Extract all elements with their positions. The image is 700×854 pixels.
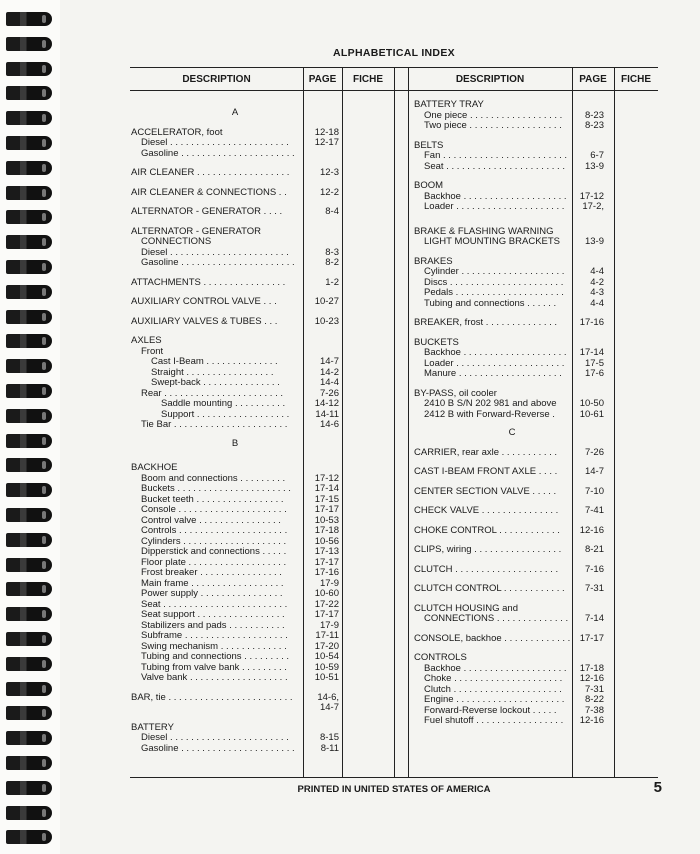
binding-ring [6, 582, 52, 596]
entry-page: 14-7 [584, 466, 604, 477]
entry-description: ALTERNATOR - GENERATOR . . . . [131, 206, 283, 217]
binding-ring [6, 136, 52, 150]
entry-page: 17-22 [314, 598, 339, 610]
entry-description: Tie Bar . . . . . . . . . . . . . . . . . . . . . . [141, 419, 288, 430]
entry-page: 10-59 [314, 661, 339, 673]
binding-ring [6, 161, 52, 175]
entry-description: CONTROLS [414, 652, 467, 663]
entry-description: Console . . . . . . . . . . . . . . . . . . . . . [141, 504, 287, 515]
divider-line [342, 68, 343, 778]
binding-ring [6, 483, 52, 497]
entry-page: 17-18 [579, 662, 604, 674]
entry-page: 7-41 [584, 505, 604, 516]
entry-page: 12-2 [319, 186, 339, 198]
entry-description: Gasoline . . . . . . . . . . . . . . . . . . . . . . [141, 147, 295, 159]
binding-ring [6, 12, 52, 26]
entry-description: BELTS [414, 139, 444, 151]
index-table [130, 67, 658, 778]
divider-line [614, 68, 615, 778]
entry-description: Cylinder . . . . . . . . . . . . . . . . . . . . [424, 266, 565, 277]
index-entry [131, 744, 339, 755]
index-entry [131, 336, 339, 347]
entry-description: AIR CLEANER . . . . . . . . . . . . . . . . . . [131, 167, 290, 178]
entry-description: Subframe . . . . . . . . . . . . . . . . . . . . [141, 630, 288, 641]
entry-page: 17-11 [315, 630, 339, 641]
entry-description: Clutch . . . . . . . . . . . . . . . . . . . . . [424, 683, 562, 695]
index-entry [131, 278, 339, 289]
binding-ring [6, 632, 52, 646]
index-entry [131, 149, 339, 160]
entry-description: Tubing and connections . . . . . . . . . [141, 651, 290, 662]
binding-ring [6, 359, 52, 373]
header-description: DESCRIPTION [182, 74, 251, 85]
entry-description: Fan . . . . . . . . . . . . . . . . . . . . . . . . [424, 150, 568, 161]
entry-page: 8-15 [319, 732, 339, 743]
binding-ring [6, 285, 52, 299]
index-entry [131, 652, 339, 663]
entry-description: AIR CLEANER & CONNECTIONS . . [131, 186, 287, 198]
entry-page: 12-16 [579, 715, 604, 726]
entry-page: 8-21 [584, 544, 604, 555]
entry-page: 17-16 [314, 567, 339, 578]
entry-page: 13-9 [584, 236, 604, 247]
index-entry [131, 297, 339, 308]
index-entry [131, 547, 339, 558]
entry-description: CLUTCH . . . . . . . . . . . . . . . . . . . . [414, 563, 559, 575]
index-entry [131, 693, 339, 704]
entry-description: AXLES [131, 335, 162, 346]
entry-description: Two piece . . . . . . . . . . . . . . . . . . [424, 120, 562, 131]
binding-ring [6, 434, 52, 448]
entry-description: Cast I-Beam . . . . . . . . . . . . . . [151, 356, 278, 367]
entry-page: 10-50 [579, 398, 604, 409]
divider-line [394, 68, 395, 778]
entry-description: ATTACHMENTS . . . . . . . . . . . . . . . . [131, 276, 286, 288]
entry-page: 7-26 [319, 387, 339, 399]
entry-description: Manure . . . . . . . . . . . . . . . . . . . . [424, 368, 562, 379]
index-entry [414, 410, 610, 421]
entry-page: 10-61 [579, 408, 604, 420]
entry-page: 8-23 [584, 120, 604, 131]
entry-page: 10-60 [314, 588, 339, 599]
entry-description: Discs . . . . . . . . . . . . . . . . . . . . . . [424, 276, 564, 288]
entry-page: 17-6 [584, 368, 604, 379]
index-entry [414, 348, 610, 359]
entry-page: 17-18 [314, 525, 339, 536]
entry-page: 10-54 [314, 651, 339, 662]
index-entry [414, 716, 610, 727]
binding-ring [6, 62, 52, 76]
entry-page: 4-4 [590, 266, 604, 277]
entry-page: 10-27 [314, 296, 339, 307]
index-entry [414, 614, 610, 625]
index-entry [414, 121, 610, 132]
binding-ring [6, 706, 52, 720]
index-entry [414, 545, 610, 556]
entry-page: 17-14 [579, 347, 604, 358]
index-entry [131, 733, 339, 744]
spacer [131, 327, 339, 336]
entry-description: Seat support . . . . . . . . . . . . . . . . . [141, 609, 285, 620]
binding-ring [6, 607, 52, 621]
entry-description: AUXILIARY VALVES & TUBES . . . [131, 315, 278, 327]
header-description-right: DESCRIPTION [455, 74, 525, 85]
index-entry [131, 568, 339, 579]
section-letter: C [508, 427, 516, 438]
entry-page: 7-14 [584, 613, 604, 624]
index-entry [131, 526, 339, 537]
entry-description: CONNECTIONS . . . . . . . . . . . . . . [424, 613, 569, 624]
entry-description: Seat . . . . . . . . . . . . . . . . . . . . . . . [424, 160, 565, 172]
entry-description: CAST I-BEAM FRONT AXLE . . . . [414, 466, 558, 477]
entry-page: 17-17 [314, 556, 339, 568]
binding-ring [6, 334, 52, 348]
entry-page: 12-17 [314, 137, 339, 148]
index-entry [414, 674, 610, 685]
entry-page: 17-20 [314, 640, 339, 652]
entry-description: LIGHT MOUNTING BRACKETS [424, 236, 561, 247]
binding-ring [6, 806, 52, 820]
index-entry [414, 487, 610, 498]
entry-description: CONSOLE, backhoe . . . . . . . . . . . . . [414, 632, 571, 644]
index-entry [131, 258, 339, 269]
binding-ring [6, 384, 52, 398]
entry-page: 10-51 [314, 672, 339, 683]
entry-page: 17-16 [579, 317, 604, 328]
spacer [414, 132, 610, 141]
header-page: PAGE [308, 74, 337, 85]
entry-page: 14-2 [319, 366, 339, 378]
entry-page: 8-23 [584, 109, 604, 121]
entry-description: AUXILIARY CONTROL VALVE . . . [131, 296, 277, 307]
entry-page: 12-16 [579, 524, 604, 536]
index-entry [131, 138, 339, 149]
binding-ring [6, 86, 52, 100]
header-fiche-right: FICHE [621, 74, 651, 85]
entry-description: ACCELERATOR, foot [131, 126, 223, 138]
binding-ring [6, 37, 52, 51]
entry-description: Tubing and connections . . . . . . [424, 297, 557, 309]
entry-description: Floor plate . . . . . . . . . . . . . . . . . . . [141, 556, 287, 568]
index-entry [131, 484, 339, 495]
entry-page: 17-5 [584, 357, 604, 369]
header-page-right: PAGE [579, 74, 607, 85]
page-number: 5 [653, 779, 662, 796]
entry-description: Diesel . . . . . . . . . . . . . . . . . . . . . . . [141, 732, 289, 743]
binding-ring [6, 533, 52, 547]
index-entry [414, 288, 610, 299]
entry-page: 1-2 [325, 276, 339, 288]
entry-page: 13-9 [584, 160, 604, 172]
entry-page: 7-38 [584, 704, 604, 716]
binding-ring [6, 260, 52, 274]
index-entry [131, 610, 339, 621]
entry-page: 12-16 [579, 673, 604, 684]
spiral-binding [0, 0, 60, 854]
index-entry [414, 318, 610, 329]
entry-description: Buckets . . . . . . . . . . . . . . . . . . . . . . [141, 483, 291, 494]
right-index-column [414, 100, 610, 727]
entry-description: Cylinders . . . . . . . . . . . . . . . . . . . . [141, 535, 287, 547]
entry-page: 14-12 [314, 398, 339, 409]
index-entry [414, 202, 610, 213]
binding-ring [6, 235, 52, 249]
entry-description: Choke . . . . . . . . . . . . . . . . . . . . . [424, 673, 563, 684]
divider-line [408, 68, 409, 778]
entry-description: Forward-Reverse lockout . . . . . [424, 704, 557, 716]
entry-page: 14-6 [319, 419, 339, 430]
entry-description: 2410 B S/N 202 981 and above [424, 398, 557, 409]
entry-description: Straight . . . . . . . . . . . . . . . . . [151, 366, 274, 378]
entry-page: 8-11 [320, 742, 339, 754]
entry-page: 8-22 [584, 694, 604, 705]
entry-page: 12-18 [314, 126, 339, 138]
entry-description: Seat . . . . . . . . . . . . . . . . . . . . . . . . [141, 598, 288, 610]
index-entry [414, 448, 610, 459]
binding-ring [6, 781, 52, 795]
entry-description: 2412 B with Forward-Reverse . [424, 408, 555, 420]
entry-description: Stabilizers and pads . . . . . . . . . . . [141, 619, 285, 631]
entry-description: BOOM [414, 180, 444, 191]
index-entry [414, 634, 610, 645]
index-entry [414, 369, 610, 380]
entry-page: 17-15 [314, 493, 339, 505]
binding-ring [6, 558, 52, 572]
entry-page: 7-10 [584, 485, 604, 497]
header-rule [130, 90, 658, 91]
entry-page: 17-17 [579, 632, 604, 644]
entry-description: Control valve . . . . . . . . . . . . . . . . [141, 514, 281, 526]
binding-ring [6, 731, 52, 745]
entry-page: 7-31 [584, 683, 604, 695]
entry-description: Support . . . . . . . . . . . . . . . . . . [161, 408, 290, 420]
index-entry [131, 168, 339, 179]
entry-description: Front [141, 345, 164, 357]
index-entry [131, 237, 339, 248]
entry-description: Controls . . . . . . . . . . . . . . . . . . . . . [141, 525, 288, 536]
binding-ring [6, 458, 52, 472]
entry-page: 17-17 [314, 609, 339, 620]
spacer [414, 213, 610, 227]
entry-page: 14-7 [319, 356, 339, 367]
entry-page: 17-9 [319, 619, 339, 631]
entry-description: Frost breaker . . . . . . . . . . . . . . . . [141, 567, 282, 578]
entry-page: 4-3 [590, 287, 604, 298]
entry-description: Loader . . . . . . . . . . . . . . . . . . . . . [424, 201, 565, 212]
printed-note: PRINTED IN UNITED STATES OF AMERICA [297, 784, 491, 795]
entry-page: 17-12 [314, 472, 339, 484]
entry-description: CLIPS, wiring . . . . . . . . . . . . . . . . . [414, 544, 562, 555]
index-entry [131, 399, 339, 410]
entry-page: 14-7 [319, 702, 339, 713]
entry-page: 17-9 [319, 577, 339, 589]
entry-description: Gasoline . . . . . . . . . . . . . . . . . . . . . . [141, 742, 295, 754]
section-letter: A [231, 107, 239, 118]
binding-ring [6, 756, 52, 770]
binding-ring [6, 657, 52, 671]
index-entry [414, 181, 610, 192]
entry-description: BATTERY TRAY [414, 99, 484, 110]
index-entry [131, 207, 339, 218]
spacer [414, 172, 610, 181]
entry-page: 14-4 [319, 377, 339, 388]
binding-ring [6, 830, 52, 844]
entry-page: 8-4 [325, 206, 339, 217]
index-entry [414, 162, 610, 173]
entry-page: 4-2 [590, 276, 604, 288]
index-entry [414, 584, 610, 595]
index-entry [414, 653, 610, 664]
entry-description: Rear . . . . . . . . . . . . . . . . . . . . . . . [141, 387, 284, 399]
index-entry [131, 317, 339, 328]
index-entry [414, 399, 610, 410]
entry-description: One piece . . . . . . . . . . . . . . . . . . [424, 109, 563, 121]
entry-description: CLUTCH HOUSING and [414, 602, 518, 614]
entry-description: Engine . . . . . . . . . . . . . . . . . . . . . [424, 694, 565, 705]
entry-description: Gasoline . . . . . . . . . . . . . . . . . . . . . . [141, 257, 295, 268]
entry-page: 6-7 [590, 150, 604, 161]
entry-description: BY-PASS, oil cooler [414, 387, 497, 399]
entry-description: Boom and connections . . . . . . . . . [141, 472, 286, 484]
entry-description: BUCKETS [414, 336, 459, 348]
entry-description: BAR, tie . . . . . . . . . . . . . . . . . . . . . . . . [131, 691, 293, 703]
entry-page: 8-2 [325, 257, 339, 268]
index-entry [414, 267, 610, 278]
entry-description: Swept-back . . . . . . . . . . . . . . . [151, 377, 280, 388]
index-entry [414, 299, 610, 310]
entry-description: Power supply . . . . . . . . . . . . . . . . [141, 588, 283, 599]
entry-page: 12-3 [319, 167, 339, 178]
index-entry [131, 505, 339, 516]
entry-description: Main frame . . . . . . . . . . . . . . . . . . [141, 577, 284, 589]
binding-ring [6, 186, 52, 200]
binding-ring [6, 508, 52, 522]
binding-ring [6, 409, 52, 423]
entry-description: ALTERNATOR - GENERATOR [131, 225, 262, 237]
page-title: ALPHABETICAL INDEX [333, 47, 455, 59]
index-entry [131, 673, 339, 684]
index-entry [131, 420, 339, 431]
page-footer [130, 777, 662, 796]
header-fiche: FICHE [353, 74, 383, 85]
index-entry [414, 467, 610, 478]
entry-description: Backhoe . . . . . . . . . . . . . . . . . . . . [424, 662, 567, 674]
entry-page: 7-16 [584, 563, 604, 575]
entry-description: BRAKES [414, 255, 453, 267]
index-entry [131, 631, 339, 642]
binding-ring [6, 682, 52, 696]
entry-description: CENTER SECTION VALVE . . . . . [414, 485, 557, 497]
binding-ring [6, 111, 52, 125]
entry-description: Pedals . . . . . . . . . . . . . . . . . . . . . [424, 287, 564, 298]
entry-page: 7-26 [584, 446, 604, 458]
entry-description: BRAKE & FLASHING WARNING [414, 225, 554, 237]
entry-page: 8-3 [325, 246, 339, 258]
binding-ring [6, 210, 52, 224]
entry-description: Fuel shutoff . . . . . . . . . . . . . . . . . [424, 715, 564, 726]
index-entry [131, 357, 339, 368]
entry-description: CONNECTIONS [141, 236, 212, 247]
entry-description: Loader . . . . . . . . . . . . . . . . . . . . . [424, 357, 565, 369]
entry-page: 14-6, [317, 691, 339, 703]
entry-description: CHECK VALVE . . . . . . . . . . . . . . . [414, 505, 559, 516]
entry-description: Dipperstick and connections . . . . . [141, 546, 287, 557]
entry-page: 17-12 [579, 190, 604, 202]
entry-description: CLUTCH CONTROL . . . . . . . . . . . . [414, 583, 565, 594]
index-entry [131, 703, 339, 714]
entry-page: 10-56 [314, 535, 339, 547]
index-entry [414, 237, 610, 248]
entry-page: 17-14 [314, 483, 339, 494]
index-entry [414, 565, 610, 576]
entry-page: 7-31 [584, 583, 604, 594]
index-entry [131, 378, 339, 389]
entry-description: CHOKE CONTROL . . . . . . . . . . . . [414, 524, 560, 536]
left-index-column [131, 100, 339, 754]
index-entry [131, 463, 339, 474]
index-entry [414, 151, 610, 162]
entry-description: Bucket teeth . . . . . . . . . . . . . . . . . [141, 493, 284, 505]
index-entry [414, 526, 610, 537]
entry-description: Backhoe . . . . . . . . . . . . . . . . . . . . [424, 190, 567, 202]
entry-description: Swing mechanism . . . . . . . . . . . . . [141, 640, 287, 652]
section-letter: B [231, 437, 239, 449]
entry-description: Backhoe . . . . . . . . . . . . . . . . . . . . [424, 347, 567, 358]
binding-ring [6, 310, 52, 324]
entry-description: Saddle mounting . . . . . . . . . . [161, 398, 286, 409]
entry-page: 10-23 [314, 315, 339, 327]
entry-description: BATTERY [131, 721, 174, 733]
index-entry [414, 695, 610, 706]
index-entry [131, 188, 339, 199]
index-entry [414, 506, 610, 517]
entry-page: 14-11 [315, 408, 339, 420]
entry-page: 4-4 [590, 297, 604, 309]
entry-description: Tubing from valve bank . . . . . . . . . [141, 661, 287, 673]
entry-page: 17-17 [314, 504, 339, 515]
entry-page: 17-13 [314, 546, 339, 557]
spacer [131, 449, 339, 463]
entry-description: CARRIER, rear axle . . . . . . . . . . . [414, 446, 558, 458]
index-entry [131, 589, 339, 600]
entry-page: 17-2, [582, 201, 604, 212]
entry-description: BREAKER, frost . . . . . . . . . . . . . . [414, 317, 558, 328]
entry-description: Diesel . . . . . . . . . . . . . . . . . . . . . . . [141, 137, 289, 148]
entry-page: 10-53 [314, 514, 339, 526]
entry-description: Diesel . . . . . . . . . . . . . . . . . . . . . . . [141, 246, 289, 258]
entry-description: BACKHOE [131, 462, 178, 473]
entry-description: Valve bank . . . . . . . . . . . . . . . . . . . [141, 672, 288, 683]
index-entry [414, 100, 610, 111]
